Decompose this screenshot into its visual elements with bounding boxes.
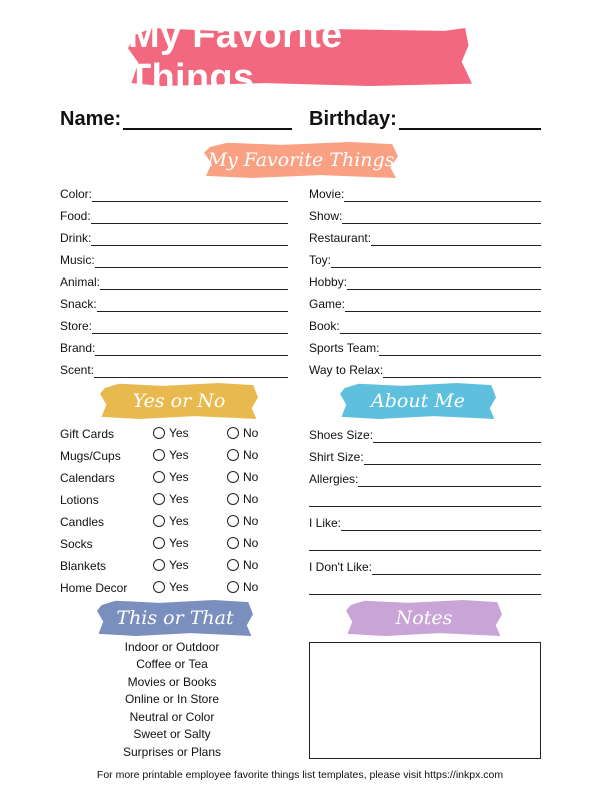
yes-option[interactable] [153, 536, 189, 550]
yes-no-item: Home Decor [60, 581, 128, 595]
radio-circle-icon[interactable] [227, 559, 239, 571]
favorite-field[interactable] [60, 338, 288, 356]
write-line[interactable] [342, 206, 541, 224]
favorite-field[interactable] [309, 360, 541, 378]
yes-or-no-heading: Yes or No [132, 390, 226, 412]
favorite-field[interactable] [60, 272, 288, 290]
radio-circle-icon[interactable] [153, 471, 165, 483]
field-label: Movie: [309, 187, 345, 201]
favorite-field[interactable] [309, 338, 541, 356]
yes-no-item: Calendars [60, 471, 115, 485]
write-line[interactable] [91, 228, 288, 246]
this-or-that-item[interactable]: Coffee or Tea [136, 657, 208, 671]
radio-circle-icon[interactable] [153, 581, 165, 593]
radio-circle-icon[interactable] [227, 493, 239, 505]
birthday-line[interactable] [399, 102, 541, 130]
yes-no-item: Gift Cards [60, 427, 115, 441]
write-line[interactable] [100, 272, 288, 290]
yes-no-item: Candles [60, 515, 105, 529]
write-line[interactable] [372, 557, 541, 575]
notes-heading: Notes [395, 607, 453, 629]
write-line[interactable] [97, 294, 288, 312]
yes-label: Yes [169, 426, 189, 440]
no-option[interactable] [227, 426, 258, 440]
write-line[interactable] [383, 360, 541, 378]
no-option[interactable] [227, 514, 258, 528]
field-label: Food: [60, 209, 91, 223]
favorite-field[interactable] [60, 360, 288, 378]
radio-circle-icon[interactable] [153, 515, 165, 527]
favorite-field[interactable] [309, 184, 541, 202]
no-option[interactable] [227, 580, 258, 594]
yes-no-item: Lotions [60, 493, 99, 507]
favorite-field[interactable] [60, 316, 288, 334]
no-label: No [243, 426, 259, 440]
radio-circle-icon[interactable] [153, 493, 165, 505]
notes-box[interactable] [309, 642, 541, 759]
yes-option[interactable] [153, 558, 189, 572]
write-line[interactable] [309, 506, 541, 507]
write-line[interactable] [358, 469, 541, 487]
write-line[interactable] [331, 250, 541, 268]
favorite-field[interactable] [60, 228, 288, 246]
field-label: Sports Team: [309, 341, 380, 355]
radio-circle-icon[interactable] [153, 449, 165, 461]
this-or-that-item[interactable]: Indoor or Outdoor [124, 640, 220, 654]
no-label: No [243, 580, 259, 594]
yes-label: Yes [169, 536, 189, 550]
field-label: Shirt Size: [309, 450, 364, 464]
write-line[interactable] [373, 425, 541, 443]
write-line[interactable] [92, 184, 288, 202]
this-or-that-item[interactable]: Movies or Books [127, 675, 217, 689]
yes-label: Yes [169, 580, 189, 594]
about-me-field[interactable] [309, 557, 541, 575]
radio-circle-icon[interactable] [153, 559, 165, 571]
yes-option[interactable] [153, 470, 189, 484]
write-line[interactable] [94, 360, 288, 378]
name-field[interactable] [60, 102, 292, 130]
about-me-field[interactable] [309, 513, 541, 531]
favorite-field[interactable] [309, 294, 541, 312]
favorite-field[interactable] [60, 294, 288, 312]
page-title: My Favorite Things [128, 14, 343, 99]
yes-no-row [60, 425, 280, 443]
yes-no-row [60, 557, 280, 575]
about-me-field[interactable] [309, 447, 541, 465]
yes-label: Yes [169, 470, 189, 484]
write-line[interactable] [309, 550, 541, 551]
no-option[interactable] [227, 536, 258, 550]
favorite-field[interactable] [309, 250, 541, 268]
about-me-banner [340, 383, 496, 419]
this-or-that-item[interactable]: Online or In Store [124, 692, 220, 706]
no-label: No [243, 492, 259, 506]
yes-no-row [60, 469, 280, 487]
write-line[interactable] [340, 316, 541, 334]
no-option[interactable] [227, 558, 258, 572]
write-line[interactable] [345, 294, 541, 312]
favorite-field[interactable] [60, 250, 288, 268]
write-line[interactable] [91, 206, 288, 224]
write-line[interactable] [309, 594, 541, 595]
field-label: Color: [60, 187, 93, 201]
field-label: Scent: [60, 363, 95, 377]
yes-option[interactable] [153, 492, 189, 506]
radio-circle-icon[interactable] [153, 427, 165, 439]
favorite-field[interactable] [309, 272, 541, 290]
yes-no-row [60, 579, 280, 597]
yes-option[interactable] [153, 426, 189, 440]
yes-option[interactable] [153, 514, 189, 528]
yes-no-item: Socks [60, 537, 93, 551]
notes-banner [346, 600, 502, 636]
about-me-heading: About Me [371, 390, 465, 412]
favorite-field[interactable] [60, 206, 288, 224]
field-label: Store: [60, 319, 93, 333]
yes-label: Yes [169, 514, 189, 528]
no-label: No [243, 558, 259, 572]
this-or-that-heading: This or That [116, 607, 234, 629]
field-label: Animal: [60, 275, 101, 289]
birthday-field[interactable] [309, 102, 541, 130]
favorite-field[interactable] [309, 206, 541, 224]
yes-label: Yes [169, 492, 189, 506]
field-label: Show: [309, 209, 343, 223]
radio-circle-icon[interactable] [153, 537, 165, 549]
field-label: Allergies: [309, 472, 359, 486]
field-label: Music: [60, 253, 95, 267]
radio-circle-icon[interactable] [227, 449, 239, 461]
yes-no-row [60, 447, 280, 465]
yes-no-row [60, 513, 280, 531]
field-label: Snack: [60, 297, 97, 311]
this-or-that-banner [97, 600, 253, 636]
this-or-that-item[interactable]: Surprises or Plans [122, 745, 222, 759]
yes-label: Yes [169, 448, 189, 462]
radio-circle-icon[interactable] [227, 515, 239, 527]
field-label: Shoes Size: [309, 428, 374, 442]
radio-circle-icon[interactable] [227, 427, 239, 439]
field-label: Brand: [60, 341, 96, 355]
about-me-field[interactable] [309, 425, 541, 443]
no-option[interactable] [227, 492, 258, 506]
field-label: I Like: [309, 516, 342, 530]
name-line[interactable] [123, 102, 292, 130]
yes-option[interactable] [153, 580, 189, 594]
write-line[interactable] [95, 338, 288, 356]
write-line[interactable] [379, 338, 541, 356]
footer-text: For more printable employee favorite things list templates, please visit https://inkpx.com [96, 769, 504, 781]
no-option[interactable] [227, 470, 258, 484]
title-banner [128, 14, 472, 99]
yes-or-no-banner [100, 383, 258, 419]
no-label: No [243, 448, 259, 462]
about-me-field[interactable] [309, 469, 541, 487]
birthday-label: Birthday: [309, 108, 397, 130]
favorites-banner [204, 142, 398, 178]
write-line[interactable] [364, 447, 541, 465]
write-line[interactable] [371, 228, 541, 246]
favorite-field[interactable] [309, 228, 541, 246]
field-label: Drink: [60, 231, 92, 245]
no-label: No [243, 536, 259, 550]
field-label: Book: [309, 319, 340, 333]
write-line[interactable] [347, 272, 541, 290]
yes-no-row [60, 491, 280, 509]
write-line[interactable] [341, 513, 541, 531]
field-label: Game: [309, 297, 346, 311]
favorite-field[interactable] [309, 316, 541, 334]
favorites-heading: My Favorite Things [207, 149, 395, 171]
this-or-that-item[interactable]: Neutral or Color [129, 710, 215, 724]
yes-no-item: Blankets [60, 559, 107, 573]
write-line[interactable] [344, 184, 541, 202]
this-or-that-item[interactable]: Sweet or Salty [133, 727, 211, 741]
field-label: Hobby: [309, 275, 348, 289]
field-label: Way to Relax: [309, 363, 384, 377]
radio-circle-icon[interactable] [227, 581, 239, 593]
field-label: Restaurant: [309, 231, 372, 245]
no-option[interactable] [227, 448, 258, 462]
yes-option[interactable] [153, 448, 189, 462]
yes-no-row [60, 535, 280, 553]
yes-label: Yes [169, 558, 189, 572]
name-label: Name: [60, 108, 122, 130]
radio-circle-icon[interactable] [227, 537, 239, 549]
radio-circle-icon[interactable] [227, 471, 239, 483]
no-label: No [243, 470, 259, 484]
field-label: I Don't Like: [309, 560, 372, 574]
write-line[interactable] [95, 250, 288, 268]
field-label: Toy: [309, 253, 332, 267]
no-label: No [243, 514, 259, 528]
write-line[interactable] [92, 316, 288, 334]
favorite-field[interactable] [60, 184, 288, 202]
yes-no-item: Mugs/Cups [60, 449, 121, 463]
